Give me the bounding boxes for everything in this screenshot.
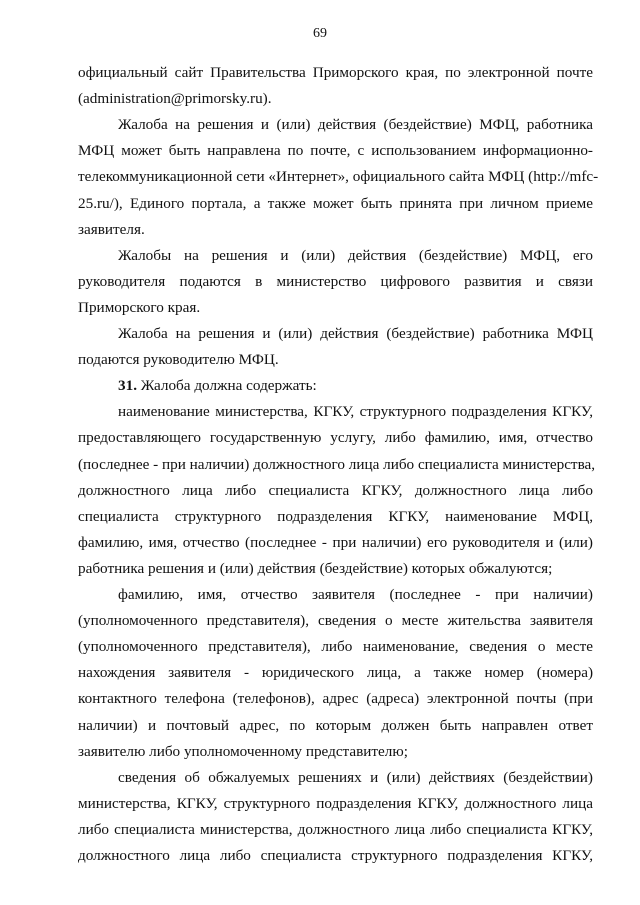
text-line — [78, 89, 593, 109]
text-line — [78, 846, 593, 866]
line-text: заявителю либо уполномоченному представителю; — [78, 742, 408, 760]
line-text: контактного телефона (телефонов), адрес (адреса) электронной почты (при — [78, 690, 593, 708]
text-line — [78, 298, 593, 318]
text-line — [118, 768, 593, 788]
line-text: Жалобы на решения и (или) действия (бездействие) МФЦ, его — [118, 246, 593, 264]
text-line — [118, 324, 593, 344]
text-line — [78, 507, 593, 527]
line-text: МФЦ может быть направлена по почте, с использованием информационно- — [78, 142, 593, 160]
text-line — [118, 246, 593, 266]
line-text: (administration@primorsky.ru). — [78, 90, 272, 108]
text-line — [78, 716, 593, 736]
line-text: наличии) и почтовый адрес, по которым должен быть направлен ответ — [78, 716, 593, 734]
text-line — [78, 63, 593, 83]
text-line — [78, 689, 593, 709]
line-text: Жалоба должна содержать: — [136, 377, 317, 395]
line-text: руководителя подаются в министерство цифрового развития и связи — [78, 272, 593, 290]
line-text: должностного лица либо специалиста КГКУ, должностного лица либо — [78, 481, 593, 499]
line-text: (уполномоченного представителя), сведения о месте жительства заявителя — [78, 612, 593, 630]
text-line — [78, 350, 593, 370]
line-text: 25.ru/), Единого портала, а также может быть принята при личном приеме — [78, 194, 593, 212]
text-line — [118, 376, 593, 396]
line-text: специалиста структурного подразделения КГКУ, наименование МФЦ, — [78, 507, 593, 525]
text-line — [118, 115, 593, 135]
text-line — [78, 637, 593, 657]
line-text: сведения об обжалуемых решениях и (или) действиях (бездействии) — [118, 768, 593, 786]
line-text: должностного лица либо специалиста структурного подразделения КГКУ, — [78, 847, 593, 864]
text-line — [118, 402, 593, 422]
text-line — [78, 533, 593, 553]
line-text: фамилию, имя, отчество заявителя (последнее - при наличии) — [118, 586, 593, 603]
text-line — [78, 742, 593, 762]
text-line — [78, 141, 593, 161]
text-line — [118, 585, 593, 605]
line-text: Приморского края. — [78, 298, 201, 316]
line-text: Жалоба на решения и (или) действия (бездействие) работника МФЦ — [118, 325, 593, 342]
line-text: предоставляющего государственную услугу, либо фамилию, имя, отчество — [78, 429, 593, 447]
line-text: наименование министерства, КГКУ, структурного подразделения КГКУ, — [118, 403, 593, 421]
line-text: подаются руководителю МФЦ. — [78, 351, 279, 369]
text-line — [78, 272, 593, 292]
page-number: 69 — [313, 26, 327, 41]
line-text: нахождения заявителя - юридического лица, а также номер (номера) — [78, 664, 593, 682]
text-line — [78, 794, 593, 814]
line-text: заявителя. — [78, 220, 145, 238]
line-text: работника решения и (или) действия (бездействие) которых обжалуются; — [78, 559, 553, 577]
line-text: министерства, КГКУ, структурного подразделения КГКУ, должностного лица — [78, 794, 593, 812]
text-line — [78, 663, 593, 683]
line-text: фамилию, имя, отчество (последнее - при наличии) его руководителя и (или) — [78, 533, 593, 551]
text-line — [78, 167, 599, 187]
text-line — [78, 194, 593, 214]
line-text: (уполномоченного представителя), либо наименование, сведения о месте — [78, 638, 593, 656]
text-line — [78, 559, 593, 579]
text-line — [78, 428, 593, 448]
text-line — [78, 820, 593, 840]
line-text: телекоммуникационной сети «Интернет», официального сайта МФЦ (http://mfc- — [78, 168, 599, 186]
clause-number: 31. — [118, 377, 137, 395]
line-text: официальный сайт Правительства Приморского края, по электронной почте — [78, 64, 593, 81]
line-text: Жалоба на решения и (или) действия (бездействие) МФЦ, работника — [118, 116, 593, 134]
text-line — [78, 481, 593, 501]
line-text: либо специалиста министерства, должностного лица либо специалиста КГКУ, — [78, 820, 593, 838]
text-line — [78, 220, 593, 240]
text-line — [78, 455, 596, 475]
line-text: (последнее - при наличии) должностного лица либо специалиста министерства, — [78, 455, 596, 473]
text-line — [78, 611, 593, 631]
